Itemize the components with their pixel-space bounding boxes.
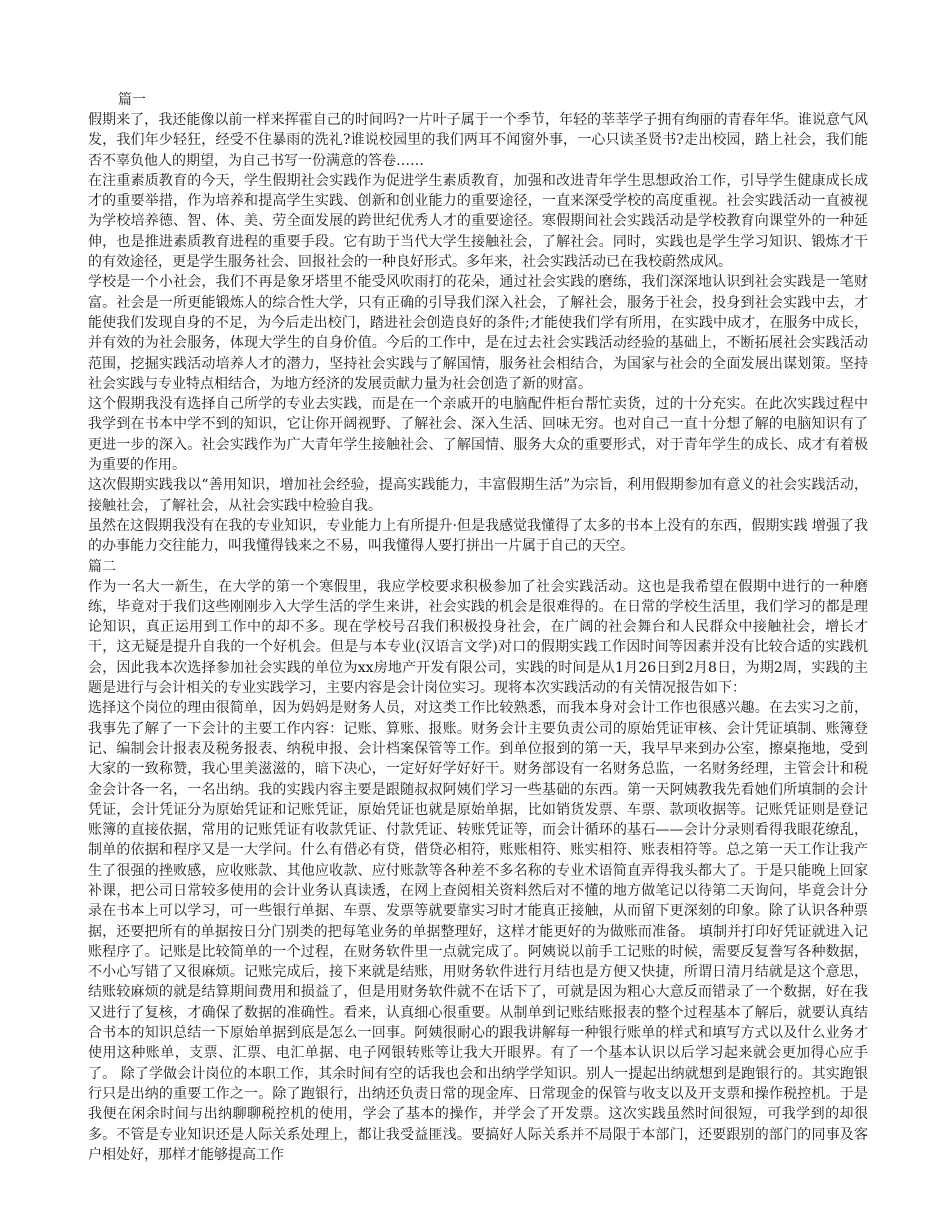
section-one-paragraph-1: 假期来了，我还能像以前一样来挥霍自己的时间吗?一片叶子属于一个季节，年轻的莘莘学子拥有绚丽的青春年华。谁说意气风发，我们年少轻狂，经受不住暴雨的洗礼?谁说校园里的我们两耳不闻窗外事，一心只读圣贤书?走出校园，踏上社会，我们能否不辜负他人的期望，为自己书写一份满意的答卷…… <box>88 112 868 169</box>
section-one <box>88 90 868 557</box>
section-two-paragraph-2: 选择这个岗位的理由很简单，因为妈妈是财务人员，对这类工作比较熟悉，而我本身对会计工作也很感兴趣。在去实习之前，我事先了解了一下会计的主要工作内容：记账、算账、报账。财务会计主要负责公司的原始凭证审核、会计凭证填制、账簿登记、编制会计报表及税务报表、纳税申报、会计档案保管等工作。到单位报到的第一天，我早早来到办公室，擦桌拖地，受到大家的一致称赞，我心里美滋滋的，暗下决心，一定好好学好好干。财务部设有一名财务总监，一名财务经理，主管会计和税金会计各一名，一名出纳。我的实践内容主要是跟随叔叔阿姨们学习一些基础的东西。第一天阿姨教我先看她们所填制的会计凭证，会计凭证分为原始凭证和记账凭证，原始凭证也就是原始单据，比如销货发票、车票、款项收据等。记账凭证则是登记账簿的直接依据，常用的记账凭证有收款凭证、付款凭证、转账凭证等，而会计循环的基石——会计分录则看得我眼花缭乱，制单的依据和程序又是一大学问。什么有借必有贷，借贷必相符，账账相符、账实相符、账表相符等。总之第一天工作让我产生了很强的挫败感，应收账款、其他应收款、应付账款等各种差不多名称的专业术语简直弄得我头都大了。于是只能晚上回家补课，把公司日常较多使用的会计业务认真读透，在网上查阅相关资料然后对不懂的地方做笔记以待第二天询问，毕竟会计分录在书本上可以学习，可一些银行单据、车票、发票等就要靠实习时才能真正接触，从而留下更深刻的印象。除了认识各种票据，还要把所有的单据按日分门别类的把每笔业务的单据整理好，这样才能更好的为做账而准备。 填制并打印好凭证就进入记账程序了。记账是比较简单的一个过程，在财务软件里一点就完成了。阿姨说以前手工记账的时候，需要反复誊写各种数据，不小心写错了又很麻烦。记账完成后，接下来就是结账，用财务软件进行月结也是方便又快捷，所谓日清月结就是这个意思，结账较麻烦的就是结算期间费用和损益了，但是用财务软件就不在话下了，可就是因为粗心大意反而错录了一个数据，好在我又进行了复核，才确保了数据的准确性。看来，认真细心很重要。从制单到记账结账报表的整个过程基本了解后，就要认真结合书本的知识总结一下原始单据到底是怎么一回事。阿姨很耐心的跟我讲解每一种银行账单的样式和填写方式以及什么业务才使用这种账单，支票、汇票、电汇单据、电子网银转账等让我大开眼界。有了一个基本认识以后学习起来就会更加得心应手了。 除了学做会计岗位的本职工作，其余时间有空的话我也会和出纳学学知识。别人一提起出纳就想到是跑银行的。其实跑银行只是出纳的重要工作之一。除了跑银行，出纳还负责日常的现金库、日常现金的保管与收支以及开支票和操作税控机。于是我便在闲余时间与出纳聊聊税控机的使用，学会了基本的操作，并学会了开发票。这次实践虽然时间很短，可我学到的却很多。不管是专业知识还是人际关系处理上，都让我受益匪浅。要搞好人际关系并不局限于本部门，还要跟别的部门的同事及客户相处好，那样才能够提高工作 <box>88 700 868 1163</box>
section-one-title: 篇一 <box>118 92 146 108</box>
section-two <box>88 557 868 1166</box>
section-one-paragraph-4: 这个假期我没有选择自己所学的专业去实践，而是在一个亲戚开的电脑配件柜台帮忙卖货，过的十分充实。在此次实践过程中我学到在书本中学不到的知识，它让你开阔视野、了解社会、深入生活、回味无穷。也对自己一直十分想了解的电脑知识有了更进一步的深入。社会实践作为广大青年学生接触社会、了解国情、服务大众的重要形式，对于青年学生的成长、成才有着极为重要的作用。 <box>88 396 868 474</box>
section-one-paragraph-6: 虽然在这假期我没有在我的专业知识，专业能力上有所提升·但是我感觉我懂得了太多的书本上没有的东西，假期实践 增强了我的办事能力交往能力，叫我懂得钱来之不易，叫我懂得人要打拼出一片属于自己的天空。 <box>88 517 868 555</box>
section-one-paragraph-5: 这次假期实践我以“善用知识，增加社会经验，提高实践能力，丰富假期生活”为宗旨，利用假期参加有意义的社会实践活动，接触社会，了解社会，从社会实践中检验自我。 <box>88 477 868 514</box>
section-one-paragraph-2: 在注重素质教育的今天，学生假期社会实践作为促进学生素质教育，加强和改进青年学生思想政治工作，引导学生健康成长成才的重要举措，作为培养和提高学生实践、创新和创业能力的重要途径，一直来深受学校的高度重视。社会实践活动一直被视为学校培养德、智、体、美、劳全面发展的跨世纪优秀人才的重要途径。寒假期间社会实践活动是学校教育向课堂外的一种延伸，也是推进素质教育进程的重要手段。它有助于当代大学生接触社会，了解社会。同时，实践也是学生学习知识、锻炼才干的有效途径，更是学生服务社会、回报社会的一种良好形式。多年来，社会实践活动已在我校蔚然成风。 <box>88 172 868 271</box>
document-page <box>88 90 868 1165</box>
section-one-paragraph-3: 学校是一个小社会，我们不再是象牙塔里不能受风吹雨打的花朵，通过社会实践的磨练，我们深深地认识到社会实践是一笔财富。社会是一所更能锻炼人的综合性大学，只有正确的引导我们深入社会，了解社会，服务于社会，投身到社会实践中去，才能使我们发现自身的不足，为今后走出校门，踏进社会创造良好的条件;才能使我们学有所用，在实践中成才，在服务中成长，并有效的为社会服务，体现大学生的自身价值。今后的工作中，是在过去社会实践活动经验的基础上，不断拓展社会实践活动范围，挖掘实践活动培养人才的潜力，坚持社会实践与了解国情，服务社会相结合，为国家与社会的全面发展出谋划策。坚持社会实践与专业特点相结合，为地方经济的发展贡献力量为社会创造了新的财富。 <box>88 274 868 392</box>
section-two-title: 篇二 <box>88 558 116 575</box>
section-two-paragraph-1: 作为一名大一新生，在大学的第一个寒假里，我应学校要求积极参加了社会实践活动。这也是我希望在假期中进行的一种磨练，毕竟对于我们这些刚刚步入大学生活的学生来讲，社会实践的机会是很难得的。在日常的学校生活里，我们学习的都是理论知识，真正运用到工作中的却不多。现在学校号召我们积极投身社会，在广阔的社会舞台和人民群众中接触社会，增长才干，这无疑是提升自我的一个好机会。但是与本专业(汉语言文学)对口的假期实践工作因时间等因素并没有比较合适的实践机会，因此我本次选择参加社会实践的单位为xx房地产开发有限公司，实践的时间是从1月26日到2月8日，为期2周，实践的主题是进行与会计相关的专业实践学习，主要内容是会计岗位实习。现将本次实践活动的有关情况报告如下： <box>88 578 868 697</box>
